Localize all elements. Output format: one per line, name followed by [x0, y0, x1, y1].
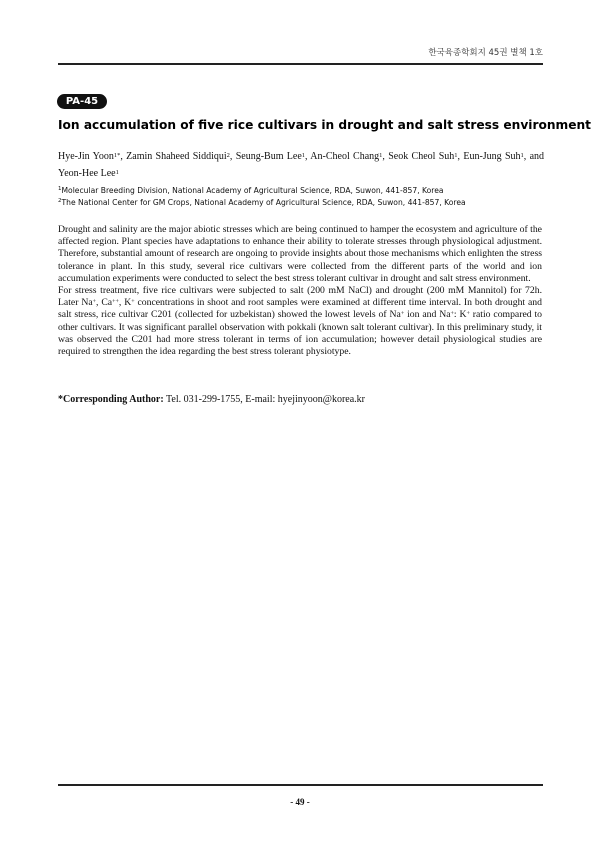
abstract-text: concentrations in shoot and root samples were examined at different time interval. In both drought and salt stress, rice cultivar C201 (collected for uzbekistan) showed the lowest levels of Na [58, 297, 542, 321]
author-sup: 1 [454, 152, 458, 159]
paper-title: Ion accumulation of five rice cultivars in drought and salt stress environment [58, 118, 591, 132]
author-name: Zamin Shaheed Siddiqui [126, 151, 227, 162]
author-sup: 1 [301, 152, 306, 159]
abstract-text: For stress treatment, five rice cultivars were subjected to salt (200 mM NaCl) and drought (200 mM Mannitol) for 72h. Later Na [58, 285, 542, 309]
abstract-text: , Ca [96, 297, 113, 309]
ion-charge-sup: + [92, 299, 97, 306]
corresponding-contact: Tel. 031-299-1755, E-mail: hyejinyoon@korea.kr [163, 394, 366, 405]
corresponding-label: *Corresponding Author: [58, 394, 164, 405]
footer-rule [58, 784, 543, 786]
author-sup: 1 [379, 152, 383, 159]
page-number: - 49 - [290, 797, 310, 807]
abstract-text: ion and Na [404, 309, 451, 321]
abstract-text: : K [453, 309, 467, 321]
affiliation-sup: 2 [58, 198, 62, 204]
header-rule [58, 63, 543, 65]
author-sup: 2 [226, 152, 230, 159]
ion-charge-sup: + [131, 299, 135, 306]
abstract-text: ratio compared to other cultivars. It was significant parallel observation with pokkali (known salt tolerant cultivar). In this preliminary study, it was observed the C201 had more stress tolerant in terms of ion accumulation; however detail physiological studies are required to strengthen the idea regarding the best stress tolerant physiotype. [58, 309, 543, 358]
author-name: Seung-Bum Lee [235, 151, 302, 162]
author-sup: 1 [520, 152, 524, 159]
author-name: Seok Cheol Suh [388, 151, 455, 162]
abstract-paragraph-1: Drought and salinity are the major abiotic stresses which are being continued to hamper the ecosystem and agriculture of the affected region. Plant species have adaptations to enhance their ability to tolerate stresses through physiological adjustment. Therefore, substantial amount of research are ongoing to provide insights about those mechanisms which enlighten the stress tolerance in plant. In this study, several rice cultivars were collected from the different parts of the world and ion accumulation experiments were conducted to select the best stress tolerant cultivar in drought and salt stress environment. [58, 224, 542, 284]
affiliation-1 [58, 186, 548, 195]
author-name: Eun-Jung Suh [463, 151, 521, 162]
ion-charge-sup: + [450, 311, 454, 318]
author-name: Yeon-Hee Lee [58, 168, 116, 179]
author-sup: 1* [113, 152, 121, 159]
ion-charge-sup: + [400, 311, 405, 318]
abstract-text: , K [118, 297, 132, 309]
affiliation-text: The National Center for GM Crops, National Academy of Agricultural Science, RDA, Suwon, 441-857, Korea [61, 198, 466, 207]
author-list: Hye-Jin Yoon$^{1*}$, Zamin Shaheed Siddiqui$^2$, Seung-Bum Lee$^1$, An-Cheol Chang$^1$, Seok Cheol Suh$^1$, Eun-Jung Suh$^1$, and Yeon-Hee Lee$^1$ [58, 151, 545, 179]
affiliation-sup: 1 [58, 186, 62, 192]
journal-header: 한국육종학회지 45권 별책 1호 [428, 48, 543, 58]
corresponding-author [58, 394, 542, 405]
poster-badge: PA-45 [57, 94, 107, 109]
affiliation-2 [58, 198, 548, 207]
author-sup: 1 [115, 169, 119, 176]
ion-charge-sup: ++ [112, 299, 119, 306]
abstract [58, 224, 542, 358]
abstract-paragraph-2 [58, 285, 542, 358]
affiliation-text: Molecular Breeding Division, National Academy of Agricultural Science, RDA, Suwon, 441-857, Korea [61, 186, 444, 195]
author-name: Hye-Jin Yoon [58, 151, 114, 162]
ion-charge-sup: + [466, 311, 470, 318]
author-name: An-Cheol Chang [310, 151, 380, 162]
